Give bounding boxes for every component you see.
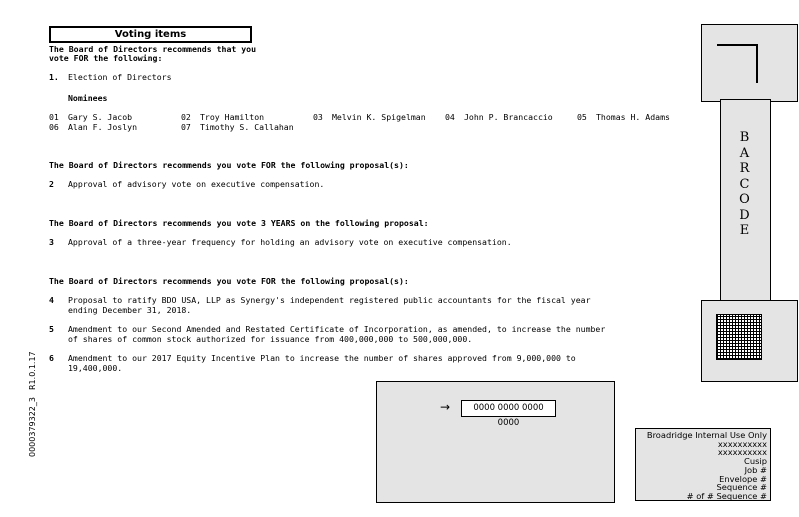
arrow-right-icon: → [440,400,451,414]
item2-number: 2 [49,179,54,189]
internal-line: Broadridge Internal Use Only [646,430,767,440]
item1-number: 1. [49,72,59,82]
barcode-letter: C [739,176,750,192]
item4-text: Proposal to ratify BDO USA, LLP as Synergy's independent registered public accountants for the fiscal year ending December 31, 2018. [68,295,591,315]
item3-text: Approval of a three-year frequency for holding an advisory vote on executive compensation. [68,237,512,247]
item2-text: Approval of advisory vote on executive compensation. [68,179,325,189]
nominee-05-name: Thomas H. Adams [596,112,670,122]
item5-number: 5 [49,324,54,334]
recommend-line-2 [49,54,162,64]
internal-line: Sequence # [716,482,767,493]
nominee-01-num: 01 [49,112,59,122]
nominee-03-name: Melvin K. Spigelman [332,112,426,122]
item3-number: 3 [49,237,54,247]
recommend-line-1: The Board of Directors recommends that you [49,44,257,54]
version-code: R1.0.1.17 [28,351,37,390]
control-number: 0000 0000 0000 0000 [461,400,556,417]
nominee-07-name: Timothy S. Callahan [200,122,294,132]
voting-items-title: Voting items [49,26,252,43]
barcode-letter: E [739,223,750,238]
item1-text: Election of Directors [68,72,172,82]
barcode-letter: O [739,192,750,207]
document-id: 0000379322_3 [28,397,37,457]
nominee-05-num: 05 [577,112,587,122]
internal-use-box [635,428,771,501]
barcode-letter: R [739,161,750,176]
nominees-label: Nominees [68,93,108,103]
recommend-for-text: FOR [73,53,89,63]
barcode-letter: A [739,145,750,161]
section3-heading: The Board of Directors recommends you vote 3 YEARS on the following proposal: [49,218,429,228]
item6-number: 6 [49,353,54,363]
nominee-04-name: John P. Brancaccio [464,112,553,122]
internal-line: Job # [744,464,767,475]
barcode-letter: B [739,130,750,145]
nominee-06-num: 06 [49,122,59,132]
internal-line: xxxxxxxxxx [717,447,767,458]
nominee-07-num: 07 [181,122,191,132]
internal-line: Envelope # [719,473,767,484]
internal-line: xxxxxxxxxx [717,438,767,449]
section2-heading: The Board of Directors recommends you vote FOR the following proposal(s): [49,160,409,170]
barcode-top-box [701,24,798,102]
item6-text: Amendment to our 2017 Equity Incentive Plan to increase the number of shares approved from 9,000,000 to 19,400,000. [68,353,576,373]
nominee-04-num: 04 [445,112,455,122]
recommend-following-text: the following: [88,53,163,63]
item4-number: 4 [49,295,54,305]
barcode-letter: D [739,207,750,223]
recommend-vote-text: vote [49,53,74,63]
nominee-02-num: 02 [181,112,191,122]
qr-grid-icon [716,314,762,360]
barcode-label [720,130,769,239]
corner-mark-icon [702,25,797,101]
nominee-03-num: 03 [313,112,323,122]
nominee-06-name: Alan F. Joslyn [68,122,138,132]
internal-line: Cusip [744,456,767,467]
internal-line: # of # Sequence # [686,490,767,501]
nominee-01-name: Gary S. Jacob [68,112,133,122]
nominee-02-name: Troy Hamilton [200,112,265,122]
section4-heading: The Board of Directors recommends you vote FOR the following proposal(s): [49,276,409,286]
item5-text: Amendment to our Second Amended and Restated Certificate of Incorporation, as amended, to increase the number of shares of common stock authorized for issuance from 400,000,000 to 500,000,000. [68,324,606,344]
